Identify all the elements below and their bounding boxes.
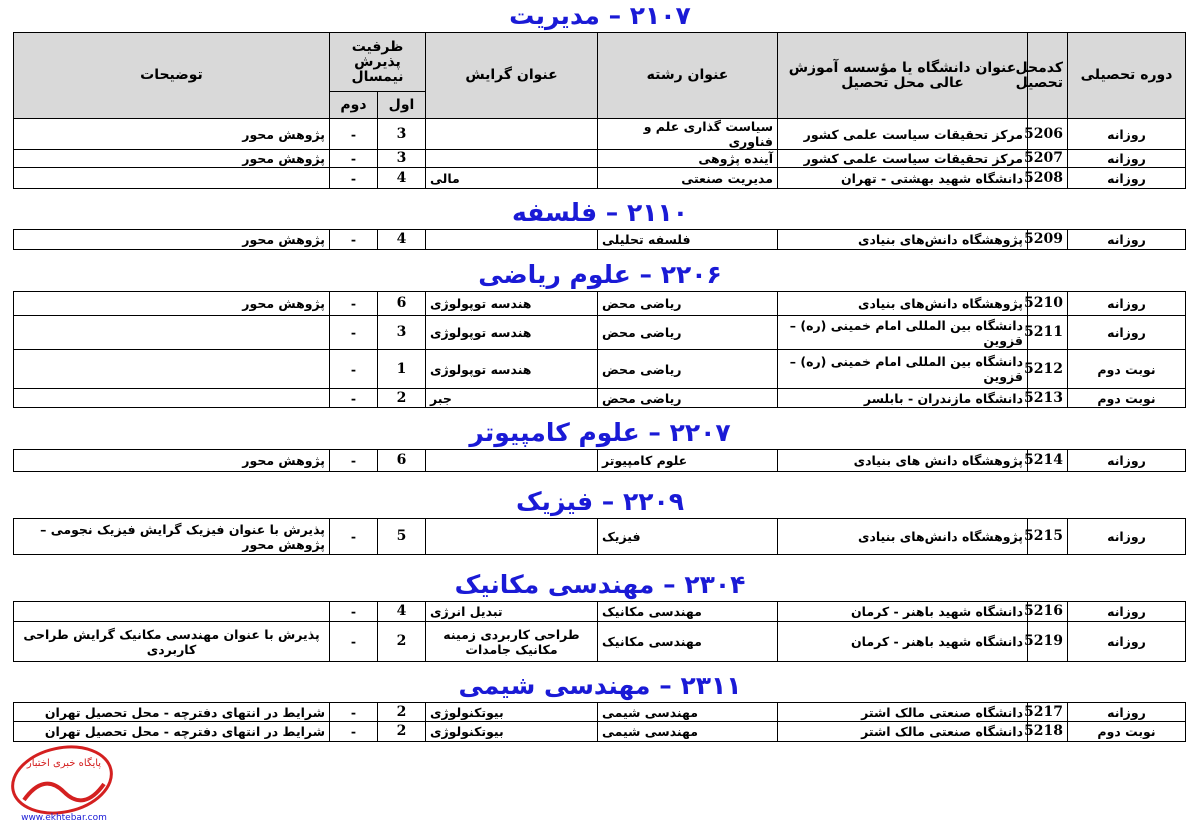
table-row — [14, 703, 1186, 722]
table-row — [13, 150, 1185, 168]
cell-university: دانشگاه صنعتی مالک اشتر — [778, 703, 1028, 722]
cell-first: 4 — [378, 168, 426, 189]
cell-notes — [14, 316, 330, 350]
cell-orientation: تبدیل انرژی — [426, 602, 598, 622]
cell-orientation — [426, 150, 598, 168]
table-row — [14, 230, 1186, 250]
cell-first: 2 — [378, 622, 426, 662]
table-row — [14, 292, 1186, 316]
header-university: عنوان دانشگاه یا مؤسسه آموزش عالی محل تحصیل — [778, 33, 1028, 119]
table-row — [13, 119, 1185, 150]
cell-university: پژوهشگاه دانش‌های بنیادی — [778, 230, 1028, 250]
cell-period: روزانه — [1068, 150, 1186, 168]
admissions-table — [13, 32, 1186, 189]
cell-code: 5211 — [1028, 316, 1068, 350]
cell-notes: پذیرش با عنوان مهندسی مکانیک گرایش طراحی کاربردی — [14, 622, 330, 662]
header-code: کدمحل تحصیل — [1028, 33, 1068, 119]
cell-code: 5206 — [1028, 119, 1068, 150]
cell-notes: شرایط در انتهای دفترچه - محل تحصیل تهران — [14, 722, 330, 742]
cell-code: 5207 — [1028, 150, 1068, 168]
cell-first: 3 — [378, 316, 426, 350]
cell-field: مهندسی شیمی — [598, 703, 778, 722]
admissions-table — [13, 291, 1186, 408]
table-row — [14, 722, 1186, 742]
cell-orientation: هندسه توپولوژی — [426, 350, 598, 389]
logo-ring — [6, 738, 117, 821]
cell-second: - — [330, 316, 378, 350]
cell-period: روزانه — [1068, 450, 1186, 472]
header-capacity: ظرفیت پذیرش نیمسال — [329, 33, 425, 92]
cell-period: نوبت دوم — [1068, 389, 1186, 408]
logo-script-mark — [24, 784, 104, 801]
cell-code: 5214 — [1028, 450, 1068, 472]
cell-period: روزانه — [1068, 316, 1186, 350]
cell-university: دانشگاه مازندران - بابلسر — [778, 389, 1028, 408]
cell-second: - — [329, 150, 377, 168]
cell-notes: شرایط در انتهای دفترچه - محل تحصیل تهران — [14, 703, 330, 722]
cell-notes: پژوهش محور — [13, 150, 329, 168]
cell-field: مهندسی شیمی — [598, 722, 778, 742]
cell-orientation: جبر — [426, 389, 598, 408]
section-title: ۲۱۰۷ – مدیریت — [509, 1, 691, 30]
logo-url: www.ekhtebar.com — [21, 813, 107, 823]
cell-first: 1 — [378, 350, 426, 389]
header-first: اول — [378, 92, 426, 119]
cell-code: 5212 — [1028, 350, 1068, 389]
cell-university: دانشگاه صنعتی مالک اشتر — [778, 722, 1028, 742]
table-row — [14, 350, 1186, 389]
cell-university: مرکز تحقیقات سیاست علمی کشور — [778, 119, 1028, 150]
cell-code: 5218 — [1028, 722, 1068, 742]
logo-tagline: پایگاه خبری اختبار — [26, 758, 102, 769]
cell-period: روزانه — [1068, 602, 1186, 622]
section-title: ۲۲۰۹ – فیزیک — [515, 487, 685, 516]
section-title: ۲۳۱۱ – مهندسی شیمی — [458, 671, 742, 700]
cell-second: - — [330, 722, 378, 742]
cell-field: فلسفه تحلیلی — [598, 230, 778, 250]
cell-code: 5213 — [1028, 389, 1068, 408]
cell-university: پژوهشگاه دانش‌های بنیادی — [778, 292, 1028, 316]
cell-first: 6 — [378, 292, 426, 316]
cell-notes: پژوهش محور — [13, 119, 329, 150]
cell-code: 5215 — [1028, 519, 1068, 555]
table-row — [14, 602, 1186, 622]
cell-code: 5219 — [1028, 622, 1068, 662]
cell-code: 5210 — [1028, 292, 1068, 316]
table-row — [14, 622, 1186, 662]
cell-university: دانشگاه بین المللی امام خمینی (ره) – قزوین — [778, 350, 1028, 389]
cell-university: پژوهشگاه دانش‌های بنیادی — [778, 519, 1028, 555]
cell-first: 4 — [378, 230, 426, 250]
cell-second: - — [330, 230, 378, 250]
cell-period: روزانه — [1068, 292, 1186, 316]
cell-notes — [14, 602, 330, 622]
cell-field: آینده پژوهی — [598, 150, 778, 168]
cell-university: دانشگاه شهید باهنر - کرمان — [778, 602, 1028, 622]
cell-first: 3 — [378, 119, 426, 150]
cell-second: - — [329, 168, 377, 189]
cell-second: - — [330, 389, 378, 408]
cell-notes: پژوهش محور — [14, 230, 330, 250]
header-notes: توضیحات — [13, 33, 329, 119]
cell-first: 4 — [378, 602, 426, 622]
admissions-table — [13, 518, 1186, 555]
cell-notes: پژوهش محور — [14, 450, 330, 472]
cell-second: - — [330, 519, 378, 555]
cell-code: 5216 — [1028, 602, 1068, 622]
cell-second: - — [330, 703, 378, 722]
table-row — [14, 450, 1186, 472]
cell-period: روزانه — [1068, 519, 1186, 555]
table-row — [14, 519, 1186, 555]
cell-second: - — [330, 622, 378, 662]
cell-period: روزانه — [1068, 230, 1186, 250]
cell-second: - — [330, 292, 378, 316]
table-row — [13, 168, 1185, 189]
table-row — [14, 389, 1186, 408]
header-field: عنوان رشته — [598, 33, 778, 119]
cell-orientation: بیوتکنولوژی — [426, 703, 598, 722]
cell-notes — [14, 350, 330, 389]
cell-orientation — [426, 119, 598, 150]
cell-orientation — [426, 519, 598, 555]
cell-orientation: مالی — [426, 168, 598, 189]
cell-period: روزانه — [1068, 703, 1186, 722]
cell-university: دانشگاه شهید بهشتی - تهران — [778, 168, 1028, 189]
cell-field: علوم کامپیوتر — [598, 450, 778, 472]
cell-university: مرکز تحقیقات سیاست علمی کشور — [778, 150, 1028, 168]
cell-period: روزانه — [1068, 168, 1186, 189]
cell-field: مدیریت صنعتی — [598, 168, 778, 189]
cell-notes — [14, 389, 330, 408]
cell-field: فیزیک — [598, 519, 778, 555]
cell-field: ریاضی محض — [598, 316, 778, 350]
cell-notes — [13, 168, 329, 189]
cell-code: 5209 — [1028, 230, 1068, 250]
cell-notes: پذیرش با عنوان فیزیک گرایش فیزیک نجومی – پژوهش محور — [14, 519, 330, 555]
cell-second: - — [330, 450, 378, 472]
cell-first: 2 — [378, 722, 426, 742]
cell-first: 5 — [378, 519, 426, 555]
cell-period: روزانه — [1068, 622, 1186, 662]
section-title: ۲۲۰۷ – علوم کامپیوتر — [469, 418, 731, 447]
admissions-table — [13, 449, 1186, 472]
cell-field: مهندسی مکانیک — [598, 602, 778, 622]
cell-orientation — [426, 450, 598, 472]
cell-code: 5208 — [1028, 168, 1068, 189]
cell-first: 2 — [378, 703, 426, 722]
cell-orientation: طراحی کاربردی زمینه مکانیک جامدات — [426, 622, 598, 662]
cell-orientation — [426, 230, 598, 250]
header-orientation: عنوان گرایش — [426, 33, 598, 119]
cell-university: دانشگاه بین المللی امام خمینی (ره) – قزوین — [778, 316, 1028, 350]
cell-field: ریاضی محض — [598, 389, 778, 408]
header-period: دوره تحصیلی — [1068, 33, 1186, 119]
admissions-table — [13, 229, 1186, 250]
cell-period: روزانه — [1068, 119, 1186, 150]
section-title: ۲۱۱۰ – فلسفه — [511, 198, 689, 227]
admissions-table — [13, 601, 1186, 662]
cell-field: سیاست گذاری علم و فناوری — [598, 119, 778, 150]
cell-field: ریاضی محض — [598, 292, 778, 316]
cell-orientation: بیوتکنولوژی — [426, 722, 598, 742]
cell-second: - — [329, 119, 377, 150]
ekhtebar-logo — [4, 742, 122, 824]
header-second: دوم — [329, 92, 377, 119]
cell-university: دانشگاه شهید باهنر - کرمان — [778, 622, 1028, 662]
cell-period: نوبت دوم — [1068, 350, 1186, 389]
cell-orientation: هندسه توپولوژی — [426, 316, 598, 350]
cell-code: 5217 — [1028, 703, 1068, 722]
cell-orientation: هندسه توپولوژی — [426, 292, 598, 316]
cell-first: 6 — [378, 450, 426, 472]
cell-field: مهندسی مکانیک — [598, 622, 778, 662]
cell-first: 3 — [378, 150, 426, 168]
cell-field: ریاضی محض — [598, 350, 778, 389]
table-row — [14, 316, 1186, 350]
section-title: ۲۳۰۴ – مهندسی مکانیک — [454, 570, 746, 599]
cell-university: پژوهشگاه دانش های بنیادی — [778, 450, 1028, 472]
cell-second: - — [330, 602, 378, 622]
section-title: ۲۲۰۶ – علوم ریاضی — [478, 260, 722, 289]
cell-period: نوبت دوم — [1068, 722, 1186, 742]
cell-first: 2 — [378, 389, 426, 408]
cell-second: - — [330, 350, 378, 389]
admissions-table — [13, 702, 1186, 742]
cell-notes: پژوهش محور — [14, 292, 330, 316]
